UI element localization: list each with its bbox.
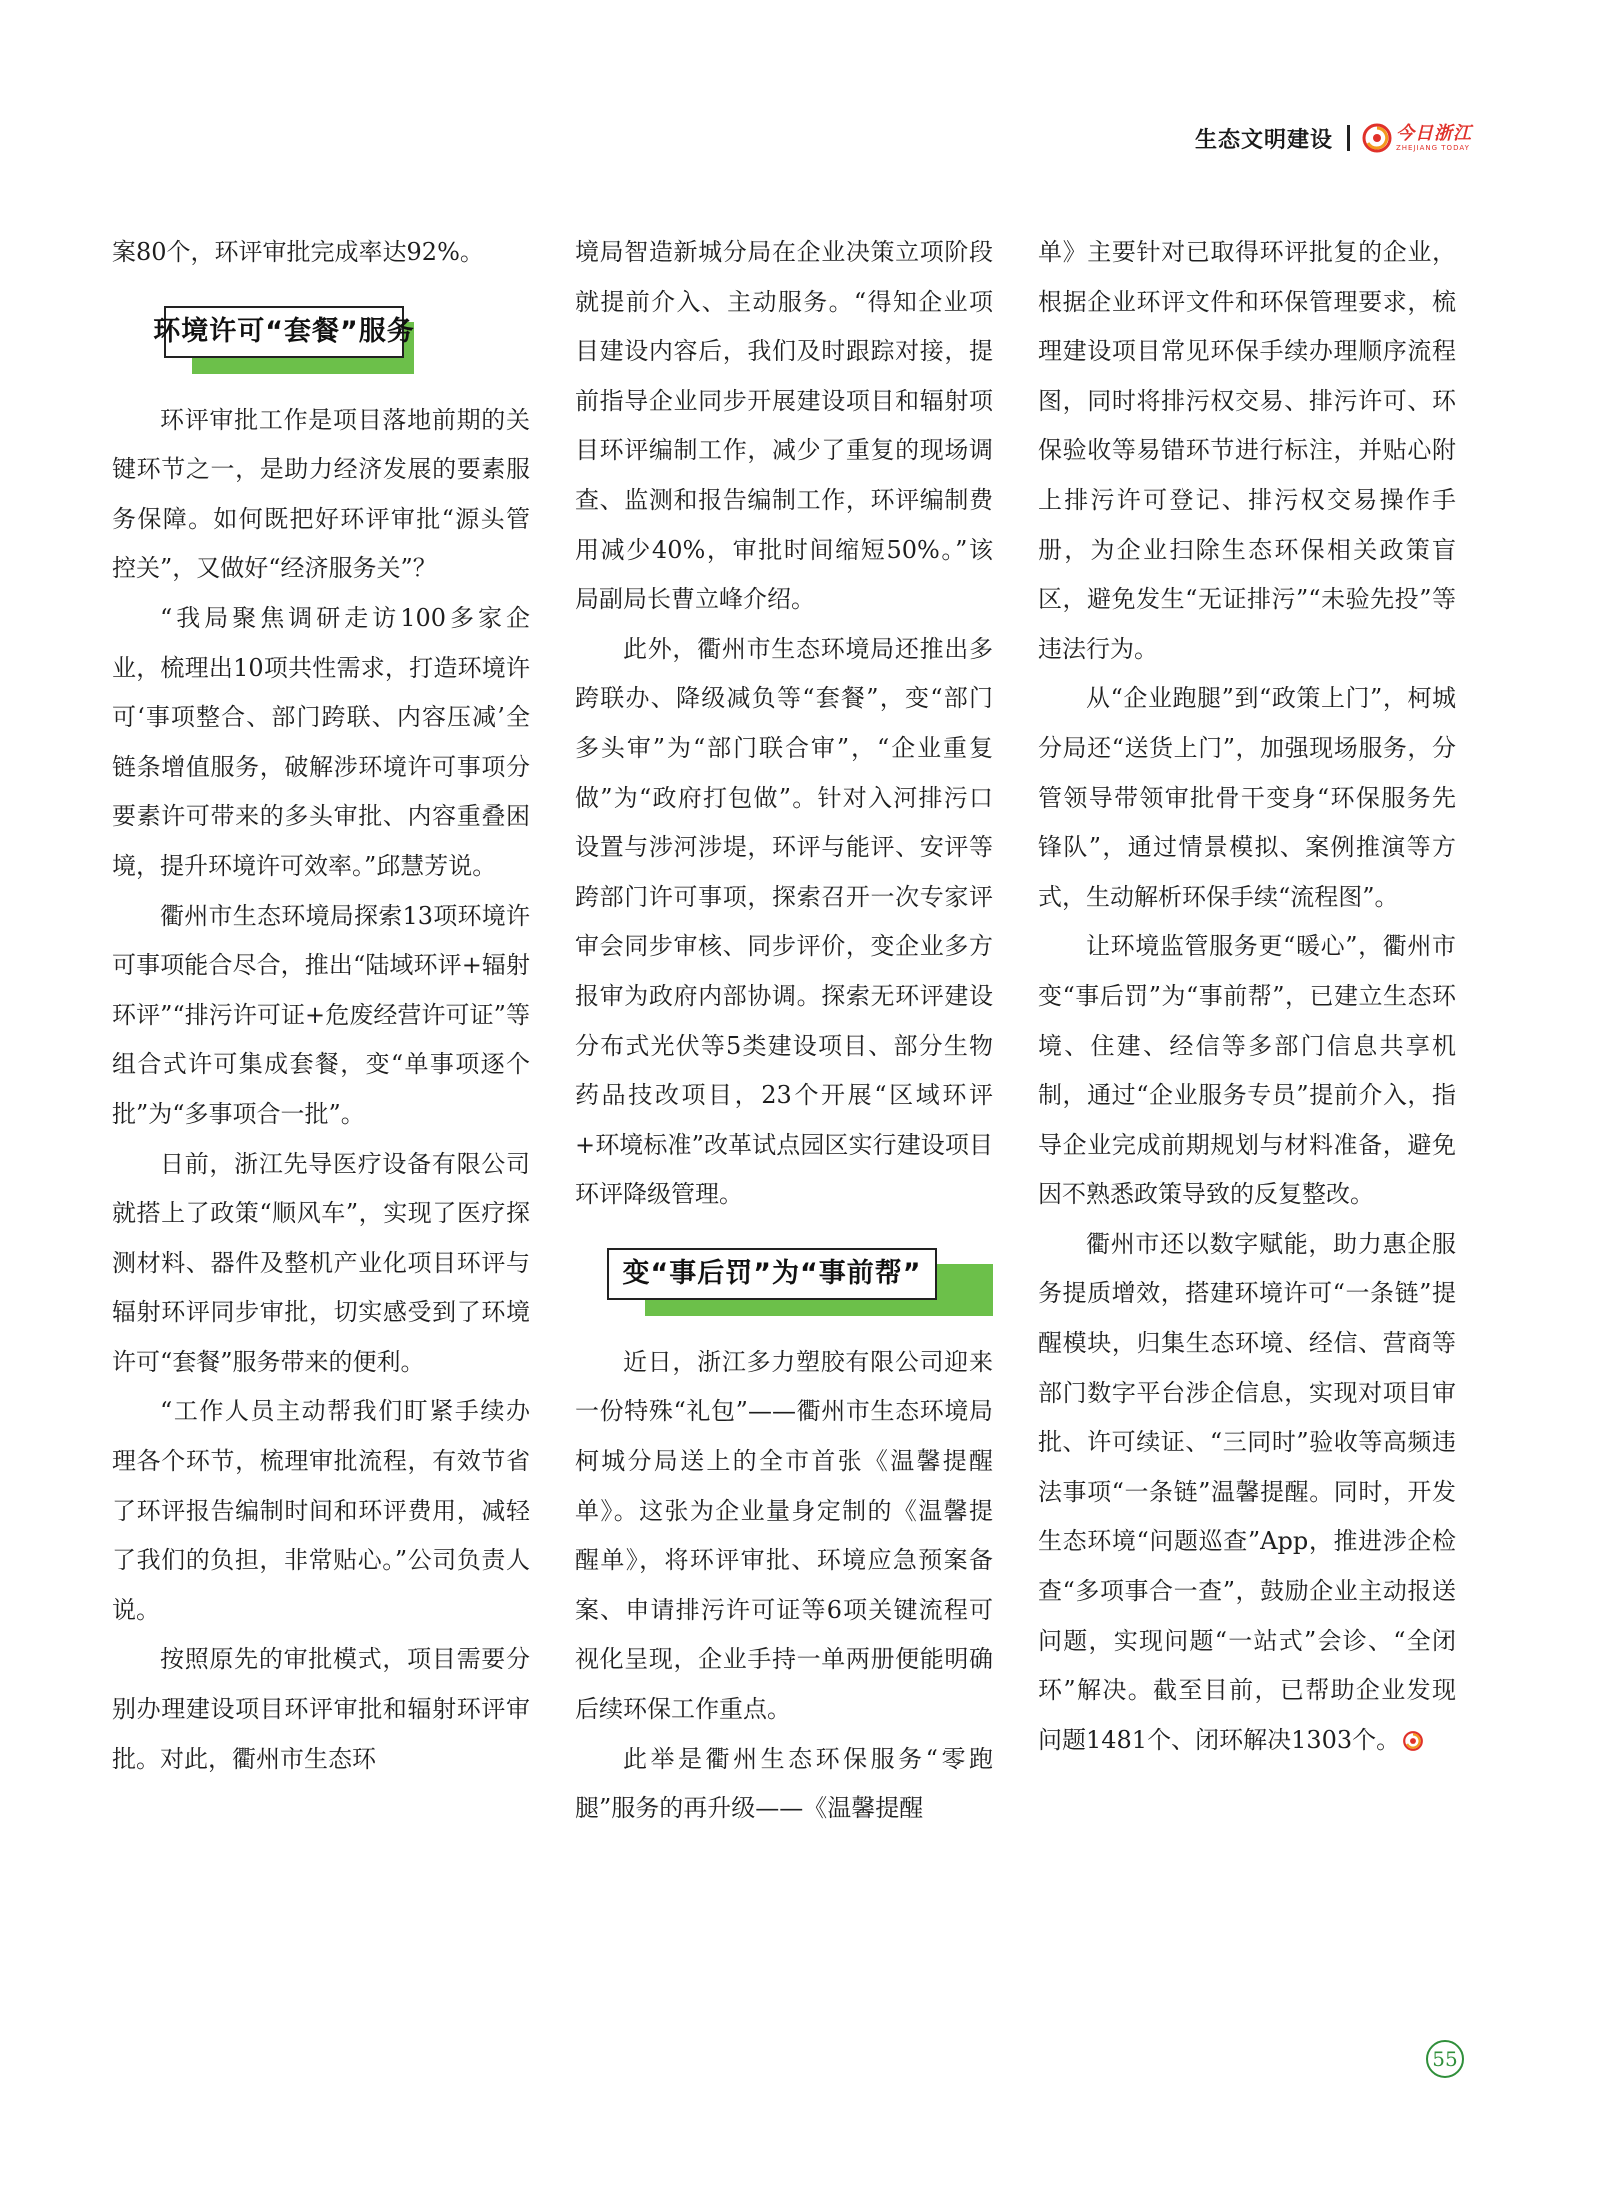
page-number: 55 [1426, 2040, 1464, 2078]
paragraph: 此外，衢州市生态环境局还推出多跨联办、降级减负等“套餐”，变“部门多头审”为“部门联合审”，“企业重复做”为“政府打包做”。针对入河排污口设置与涉河涉堤，环评与能评、安评等跨部门许可事项，探索召开一次专家评审会同步审核、同步评价，变企业多方报审为政府内部协调。探索无环评建设分布式光伏等5类建设项目、部分生物药品技改项目，23个开展“区域环评+环境标准”改革试点园区实行建设项目环评降级管理。 [575, 634, 993, 1209]
logo-english-name: ZHEJIANG TODAY [1396, 143, 1470, 152]
brand-logo [1362, 123, 1472, 153]
paragraph [1038, 1220, 1456, 1766]
logo-chinese-name: 今日浙江 [1396, 122, 1472, 144]
paragraph: 此举是衢州生态环保服务“零跑腿”服务的再升级——《温馨提醒 [575, 1744, 993, 1823]
article-column-1 [112, 228, 530, 1784]
heading-frame [607, 1248, 937, 1300]
section-heading: 变“事后罚”为“事前帮” [622, 1258, 922, 1290]
section-heading-box [112, 306, 530, 386]
paragraph: 单》主要针对已取得环评批复的企业，根据企业环评文件和环保管理要求，梳理建设项目常见环保手续办理顺序流程图，同时将排污权交易、排污许可、环保验收等易错环节进行标注，并贴心附上排污许可登记、排污权交易操作手册，为企业扫除生态环保相关政策盲区，避免发生“无证排污”“未验先投”等违法行为。 [1038, 238, 1456, 663]
header-divider [1347, 125, 1350, 151]
paragraph: “工作人员主动帮我们盯紧手续办理各个环节，梳理审批流程，有效节省了环评报告编制时间和环评费用，减轻了我们的负担，非常贴心。”公司负责人说。 [112, 1397, 530, 1624]
paragraph: 衢州市生态环境局探索13项环境许可事项能合尽合，推出“陆域环评+辐射环评”“排污许可证+危废经营许可证”等组合式许可集成套餐，变“单事项逐个批”为“多事项合一批”。 [112, 901, 530, 1128]
paragraph: 环评审批工作是项目落地前期的关键环节之一，是助力经济发展的要素服务保障。如何既把好环评审批“源头管控关”，又做好“经济服务关”？ [112, 405, 530, 583]
page-header [1195, 118, 1472, 158]
paragraph: 按照原先的审批模式，项目需要分别办理建设项目环评审批和辐射环评审批。对此，衢州市生态环 [112, 1645, 530, 1773]
article-end-icon [1402, 1730, 1424, 1752]
heading-frame [153, 306, 415, 358]
paragraph: 让环境监管服务更“暖心”，衢州市变“事后罚”为“事前帮”，已建立生态环境、住建、经信等多部门信息共享机制，通过“企业服务专员”提前介入，指导企业完成前期规划与材料准备，避免因不熟悉政策导致的反复整改。 [1038, 932, 1456, 1209]
paragraph: 案80个，环评审批完成率达92%。 [112, 238, 484, 266]
paragraph: “我局聚焦调研走访100多家企业，梳理出10项共性需求，打造环境许可‘事项整合、部门跨联、内容压减’全链条增值服务，破解涉环境许可事项分要素许可带来的多头审批、内容重叠困境，提升环境许可效率。”邱慧芳说。 [112, 603, 530, 880]
section-heading: 环境许可“套餐”服务 [153, 315, 415, 347]
paragraph: 从“企业跑腿”到“政策上门”，柯城分局还“送货上门”，加强现场服务，分管领导带领审批骨干变身“环保服务先锋队”，通过情景模拟、案例推演等方式，生动解析环保手续“流程图”。 [1038, 684, 1456, 911]
paragraph-text: 衢州市还以数字赋能，助力惠企服务提质增效，搭建环境许可“一条链”提醒模块，归集生态环境、经信、营商等部门数字平台涉企信息，实现对项目审批、许可续证、“三同时”验收等高频违法事项“一条链”温馨提醒。同时，开发生态环境“问题巡查”App，推进涉企检查“多项事合一查”，鼓励企业主动报送问题，实现问题“一站式”会诊、“全闭环”解决。截至目前，已帮助企业发现问题1481个、闭环解决1303个。 [1038, 1229, 1456, 1754]
section-title: 生态文明建设 [1194, 127, 1333, 153]
paragraph: 境局智造新城分局在企业决策立项阶段就提前介入、主动服务。“得知企业项目建设内容后，我们及时跟踪对接，提前指导企业同步开展建设项目和辐射项目环评编制工作，减少了重复的现场调查、监测和报告编制工作，环评编制费用减少40%，审批时间缩短50%。”该局副局长曹立峰介绍。 [575, 238, 993, 614]
article-column-3 [1038, 228, 1456, 1765]
paragraph: 日前，浙江先导医疗设备有限公司就搭上了政策“顺风车”，实现了医疗探测材料、器件及整机产业化项目环评与辐射环评同步审批，切实感受到了环境许可“套餐”服务带来的便利。 [112, 1149, 530, 1376]
section-heading-box [575, 1248, 993, 1328]
article-column-2 [575, 228, 993, 1834]
swirl-logo-icon [1362, 123, 1392, 153]
paragraph: 近日，浙江多力塑胶有限公司迎来一份特殊“礼包”——衢州市生态环境局柯城分局送上的全市首张《温馨提醒单》。这张为企业量身定制的《温馨提醒单》，将环评审批、环境应急预案备案、申请排污许可证等6项关键流程可视化呈现，企业手持一单两册便能明确后续环保工作重点。 [575, 1347, 993, 1724]
